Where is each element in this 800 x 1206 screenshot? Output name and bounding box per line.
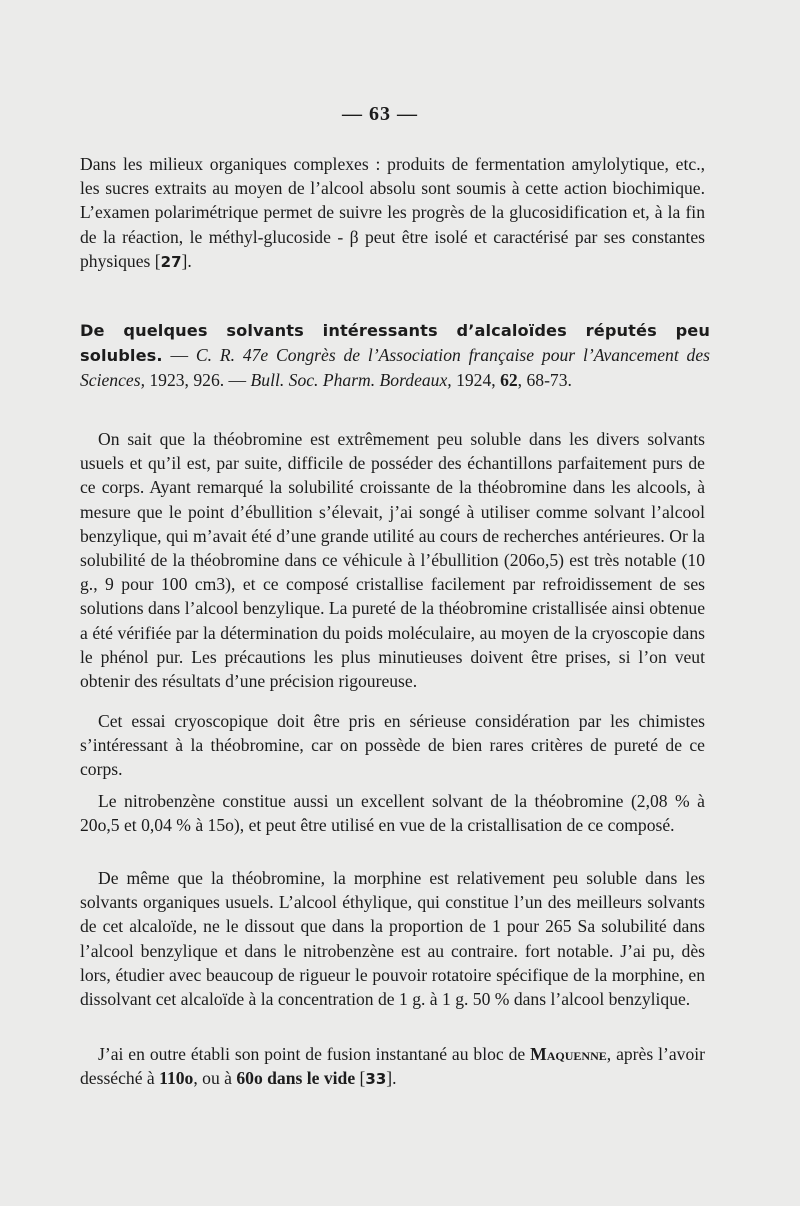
paragraph-theobromine-solubility: On sait que la théobromine est extrêmement peu soluble dans les divers solvants usuels et qu’il est, par suite, difficile de posséder des échantillons parfaitement purs de ce corps. Ayant remarqué la solubilité croissante de la théobromine dans les alcools, à mesure que le point d’ébullition s’élevait, j’ai songé à utiliser comme solvant l’alcool benzylique, qui m’avait été d’une grande utilité au cours de recherches antérieures. Or la solubilité de la théobromine dans ce véhicule à l’ébullition (206o,5) est très notable (10 g., 9 pour 100 cm3), et ce composé cristallise facilement par refroidissement de ses solutions dans l’alcool benzylique. La pureté de la théobromine cristallisée ainsi obtenue a été vérifiée par la détermination du poids moléculaire, au moyen de la cryoscopie dans le phénol pur. Les précautions les plus minutieuses doivent être prises, si l’on veut obtenir des résultats d’une précision rigoureuse.: [80, 429, 705, 692]
paragraph-glucoside-text: Dans les milieux organiques complexes : produits de fermentation amylolytique, etc., les sucres extraits au moyen de l’alcool absolu sont soumis à cette action biochimique. L’examen polarimétrique permet de suivre les progrès de la glucosidification et, à la fin de la réaction, le méthyl-glucoside - β peut être isolé et caractérisé par ses constantes physiques: [80, 154, 705, 271]
citation-cr-venue: C. R. 47e Congrès de l’Association française pour l’Avancement des Sciences,: [80, 345, 710, 390]
citation-bull-year: 1924,: [451, 370, 501, 390]
paragraph-nitrobenzene: Le nitrobenzène constitue aussi un excellent solvant de la théobromine (2,08 % à 20o,5 et 0,04 % à 15o), et peut être utilisé en vue de la cristallisation de ce composé.: [80, 791, 705, 836]
reference-open-2: [: [355, 1068, 366, 1089]
section-title: De quelques solvants intéressants d’alcaloïdes réputés peu solubles.: [80, 321, 710, 365]
melting-text-1: J’ai en outre établi son point de fusion instantané au bloc de: [98, 1044, 531, 1064]
citation-bull-volume: 62: [500, 370, 518, 390]
citation-cr-year: 1923, 926. —: [144, 370, 251, 390]
reference-close: ].: [181, 250, 192, 271]
paragraph-morphine: De même que la théobromine, la morphine est relativement peu soluble dans les solvants organiques usuels. L’alcool éthylique, qui constitue l’un des meilleurs solvants de cet alcaloïde, ne le dissout que dans la proportion de 1 pour 265 Sa solubilité dans l’alcool benzylique et dans le nitrobenzène est au contraire. fort notable. J’ai pu, dès lors, étudier avec beaucoup de rigueur le pouvoir rotatoire spécifique de la morphine, en dissolvant cet alcaloïde à la concentration de 1 g. à 1 g. 50 % dans l’alcool benzylique.: [80, 868, 705, 1010]
reference-open: [: [154, 250, 161, 271]
temperature-110: 110o: [159, 1068, 194, 1089]
temperature-60-vacuum: 60o dans le vide: [236, 1068, 356, 1089]
melting-text-3: , ou à: [193, 1068, 237, 1089]
reference-close-2: ].: [386, 1068, 397, 1089]
section-heading: [80, 318, 710, 393]
paragraph-melting-point: [80, 1042, 705, 1091]
paragraph-cryoscopy: Cet essai cryoscopique doit être pris en sérieuse considération par les chimistes s’intéressant à la théobromine, car on possède de bien rares critères de pureté de ce corps.: [80, 711, 705, 780]
author-name-maquenne: Maquenne: [530, 1044, 607, 1064]
citation-bull-venue: Bull. Soc. Pharm. Bordeaux,: [250, 370, 452, 390]
heading-dash: —: [162, 345, 196, 365]
reference-number-2: 33: [365, 1070, 387, 1089]
reference-number: 27: [160, 252, 182, 271]
page-number: — 63 —: [342, 103, 418, 125]
citation-bull-pages: , 68-73.: [517, 370, 572, 390]
melting-text-2: , après l’avoir desséché à: [80, 1044, 705, 1089]
paragraph-glucoside: [80, 152, 705, 274]
